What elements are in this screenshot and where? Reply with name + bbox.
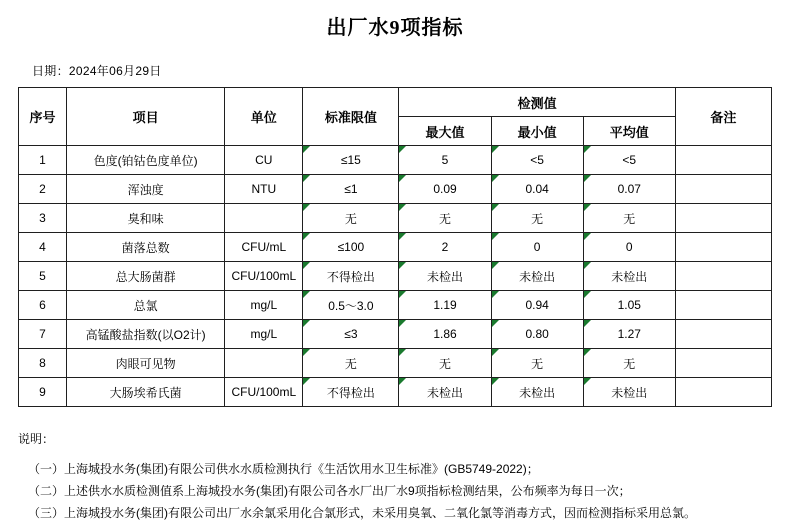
notes-section	[14, 429, 790, 523]
cell-item: 总大肠菌群	[67, 262, 225, 291]
cell-item: 高锰酸盐指数(以O2计)	[67, 320, 225, 349]
cell-limit: 不得检出	[303, 262, 399, 291]
cell-limit: 无	[303, 204, 399, 233]
cell-unit: mg/L	[225, 320, 303, 349]
cell-limit: 不得检出	[303, 378, 399, 407]
cell-avg: 无	[583, 349, 675, 378]
cell-no: 9	[19, 378, 67, 407]
cell-no: 3	[19, 204, 67, 233]
cell-avg: 未检出	[583, 378, 675, 407]
cell-unit	[225, 349, 303, 378]
cell-min: 未检出	[491, 262, 583, 291]
cell-item: 肉眼可见物	[67, 349, 225, 378]
cell-avg: 1.27	[583, 320, 675, 349]
cell-item: 菌落总数	[67, 233, 225, 262]
note-item: （二）上述供水水质检测值系上海城投水务(集团)有限公司各水厂出厂水9项指标检测结果，公布频率为每日一次；	[28, 484, 631, 498]
table-row	[19, 349, 772, 378]
cell-remark	[675, 262, 771, 291]
header-remark: 备注	[675, 88, 771, 146]
cell-item: 总氯	[67, 291, 225, 320]
page-title: 出厂水9项指标	[326, 17, 464, 39]
note-item: （一）上海城投水务(集团)有限公司供水水质检测执行《生活饮用水卫生标准》(GB5749-2022)；	[28, 462, 539, 476]
date-value: 2024年06月29日	[68, 64, 162, 78]
cell-unit: CU	[225, 146, 303, 175]
header-unit: 单位	[225, 88, 303, 146]
cell-no: 7	[19, 320, 67, 349]
table-row	[19, 204, 772, 233]
cell-remark	[675, 378, 771, 407]
cell-remark	[675, 233, 771, 262]
cell-min: 无	[491, 349, 583, 378]
cell-remark	[675, 204, 771, 233]
cell-min: 0	[491, 233, 583, 262]
table-row	[19, 146, 772, 175]
cell-avg: 1.05	[583, 291, 675, 320]
note-item: （三）上海城投水务(集团)有限公司出厂水余氯采用化合氯形式，未采用臭氧、二氧化氯等消毒方式，因而检测指标采用总氯。	[28, 506, 696, 520]
cell-max: 未检出	[399, 378, 491, 407]
cell-unit: NTU	[225, 175, 303, 204]
cell-limit: ≤1	[303, 175, 399, 204]
table-row	[19, 233, 772, 262]
cell-remark	[675, 291, 771, 320]
header-max: 最大值	[399, 117, 491, 146]
cell-max: 1.19	[399, 291, 491, 320]
cell-unit: CFU/100mL	[225, 262, 303, 291]
header-min: 最小值	[491, 117, 583, 146]
cell-avg: 0	[583, 233, 675, 262]
cell-max: 0.09	[399, 175, 491, 204]
table-row	[19, 175, 772, 204]
notes-title: 说明：	[18, 432, 55, 446]
cell-min: <5	[491, 146, 583, 175]
header-limit: 标准限值	[303, 88, 399, 146]
cell-min: 未检出	[491, 378, 583, 407]
header-measured-group: 检测值	[399, 88, 675, 117]
cell-no: 8	[19, 349, 67, 378]
cell-min: 无	[491, 204, 583, 233]
cell-remark	[675, 175, 771, 204]
table-body	[19, 146, 772, 407]
cell-max: 2	[399, 233, 491, 262]
cell-min: 0.80	[491, 320, 583, 349]
table-header-row-1	[19, 88, 772, 117]
table-row	[19, 320, 772, 349]
cell-remark	[675, 320, 771, 349]
cell-no: 4	[19, 233, 67, 262]
table-header	[19, 88, 772, 146]
cell-no: 5	[19, 262, 67, 291]
cell-no: 2	[19, 175, 67, 204]
date-line	[32, 62, 790, 79]
cell-avg: 无	[583, 204, 675, 233]
table-row	[19, 262, 772, 291]
date-label: 日期：	[32, 64, 69, 78]
cell-max: 1.86	[399, 320, 491, 349]
cell-min: 0.04	[491, 175, 583, 204]
header-item: 项目	[67, 88, 225, 146]
cell-no: 6	[19, 291, 67, 320]
cell-unit: CFU/mL	[225, 233, 303, 262]
cell-avg: <5	[583, 146, 675, 175]
cell-limit: ≤15	[303, 146, 399, 175]
cell-limit: 无	[303, 349, 399, 378]
table-row	[19, 378, 772, 407]
table-row	[19, 291, 772, 320]
cell-limit: ≤100	[303, 233, 399, 262]
header-no: 序号	[19, 88, 67, 146]
cell-remark	[675, 349, 771, 378]
cell-max: 无	[399, 349, 491, 378]
cell-item: 浑浊度	[67, 175, 225, 204]
cell-max: 5	[399, 146, 491, 175]
cell-max: 未检出	[399, 262, 491, 291]
cell-remark	[675, 146, 771, 175]
cell-item: 色度(铂钴色度单位)	[67, 146, 225, 175]
water-quality-table	[18, 87, 772, 407]
cell-unit: mg/L	[225, 291, 303, 320]
cell-no: 1	[19, 146, 67, 175]
header-avg: 平均值	[583, 117, 675, 146]
cell-item: 大肠埃希氏菌	[67, 378, 225, 407]
cell-unit: CFU/100mL	[225, 378, 303, 407]
cell-limit: 0.5～3.0	[303, 291, 399, 320]
cell-limit: ≤3	[303, 320, 399, 349]
cell-avg: 0.07	[583, 175, 675, 204]
cell-unit	[225, 204, 303, 233]
cell-item: 臭和味	[67, 204, 225, 233]
cell-avg: 未检出	[583, 262, 675, 291]
cell-max: 无	[399, 204, 491, 233]
cell-min: 0.94	[491, 291, 583, 320]
